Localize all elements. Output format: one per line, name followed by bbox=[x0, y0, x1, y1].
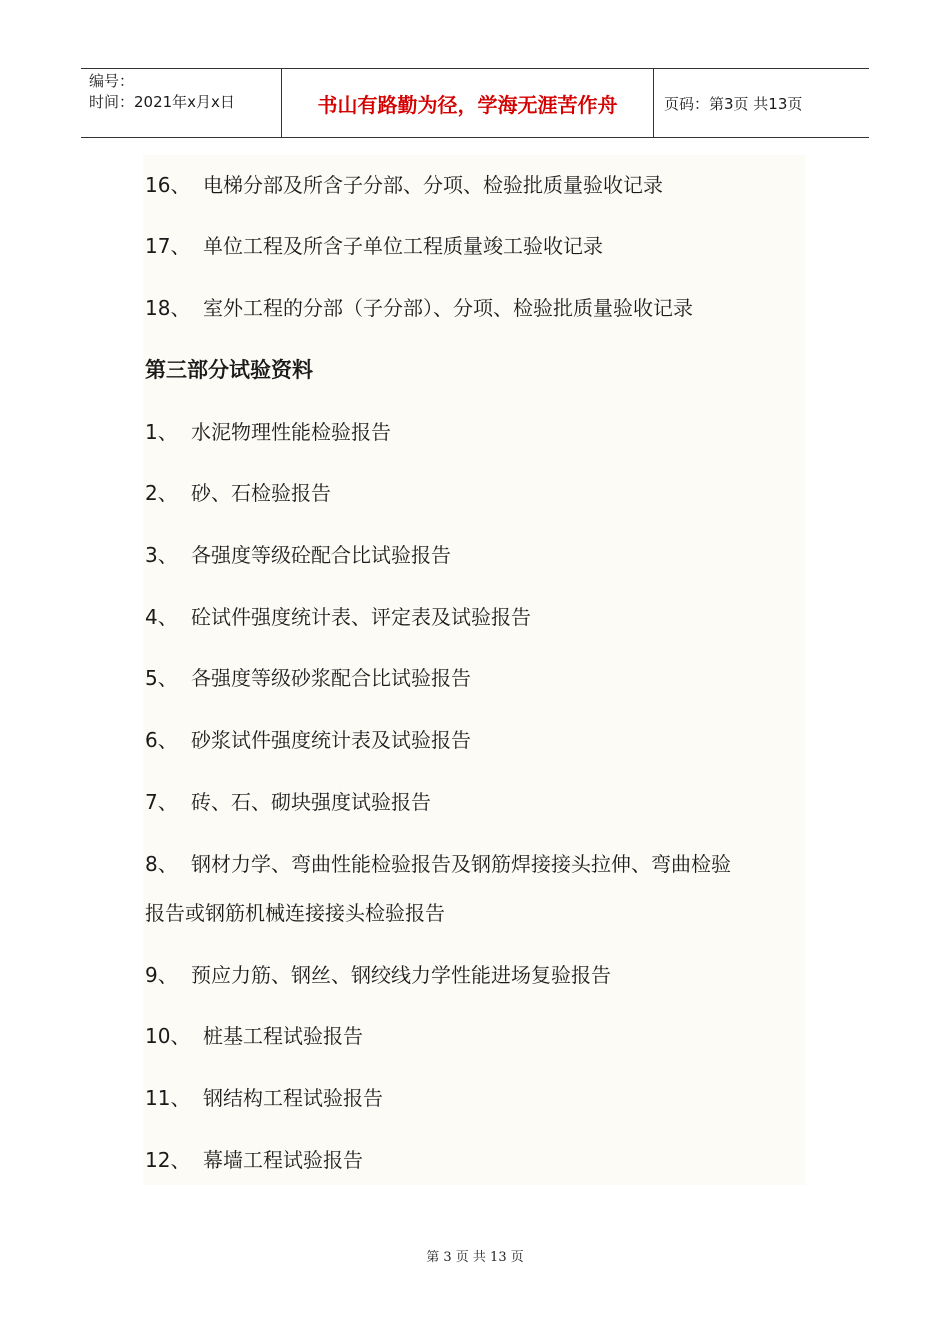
document-body bbox=[143, 155, 805, 1185]
list-item: 11、 钢结构工程试验报告 bbox=[145, 1086, 383, 1110]
section-heading: 第三部分试验资料 bbox=[145, 358, 313, 382]
list-item: 18、 室外工程的分部（子分部）、分项、检验批质量验收记录 bbox=[145, 296, 693, 320]
list-item: 8、 钢材力学、弯曲性能检验报告及钢筋焊接接头拉伸、弯曲检验 bbox=[145, 852, 731, 876]
list-item: 3、 各强度等级砼配合比试验报告 bbox=[145, 543, 451, 567]
list-item: 12、 幕墙工程试验报告 bbox=[145, 1148, 363, 1172]
list-item: 16、 电梯分部及所含子分部、分项、检验批质量验收记录 bbox=[145, 173, 663, 197]
page-footer: 第 3 页 共 13 页 bbox=[426, 1250, 524, 1265]
list-item: 5、 各强度等级砂浆配合比试验报告 bbox=[145, 666, 471, 690]
list-item: 6、 砂浆试件强度统计表及试验报告 bbox=[145, 728, 471, 752]
header-page-info: 页码：第3页 共13页 bbox=[664, 94, 803, 113]
header-motto: 书山有路勤为径，学海无涯苦作舟 bbox=[281, 69, 654, 137]
list-item: 1、 水泥物理性能检验报告 bbox=[145, 420, 391, 444]
list-item: 4、 砼试件强度统计表、评定表及试验报告 bbox=[145, 605, 531, 629]
list-item: 17、 单位工程及所含子单位工程质量竣工验收记录 bbox=[145, 234, 603, 258]
header-meta bbox=[81, 69, 281, 137]
list-item: 9、 预应力筋、钢丝、钢绞线力学性能进场复验报告 bbox=[145, 963, 611, 987]
list-item-continuation: 报告或钢筋机械连接接头检验报告 bbox=[145, 901, 445, 925]
list-item: 2、 砂、石检验报告 bbox=[145, 481, 331, 505]
list-item: 7、 砖、石、砌块强度试验报告 bbox=[145, 790, 431, 814]
document-time-label: 时间：2021年x月x日 bbox=[89, 93, 235, 111]
list-item: 10、 桩基工程试验报告 bbox=[145, 1024, 363, 1048]
document-number-label: 编号： bbox=[89, 72, 135, 90]
page-header bbox=[81, 68, 869, 138]
